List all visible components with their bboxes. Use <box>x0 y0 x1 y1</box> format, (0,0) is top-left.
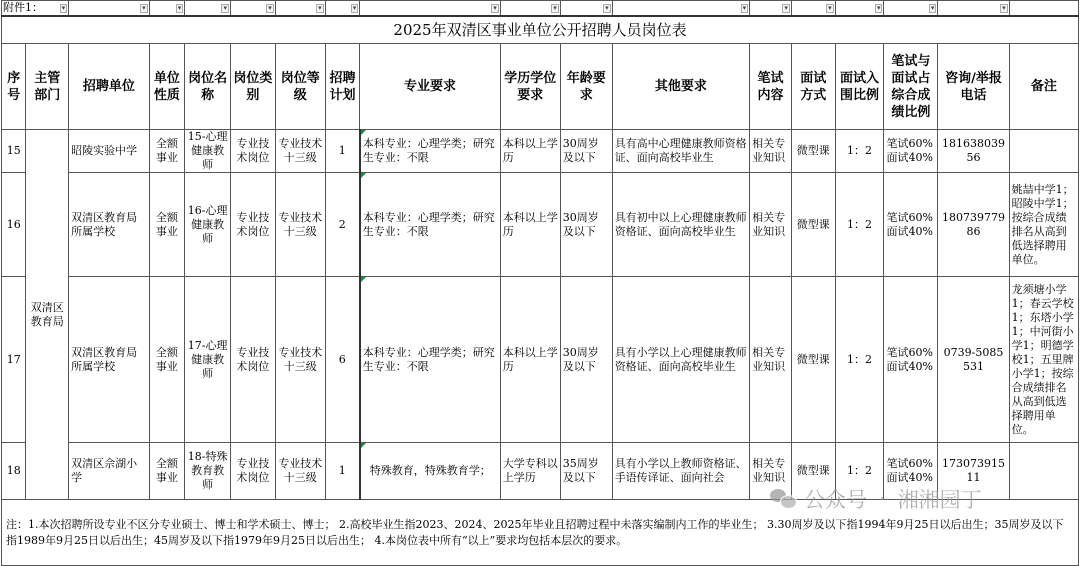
watermark-brand: 公众号 <box>804 488 867 512</box>
cell-major: 本科专业：心理学类；研究生专业：不限 <box>360 277 500 443</box>
cell-ratio: 1：2 <box>835 130 884 173</box>
cell-plan: 1 <box>325 443 360 500</box>
header-major: 专业要求 <box>360 44 500 130</box>
filter-cell[interactable] <box>938 1 1009 17</box>
attachment-label: 附件1： <box>3 1 43 14</box>
cell-phone: 17307391511 <box>938 443 1009 500</box>
header-score-ratio: 笔试与面试占综合成绩比例 <box>884 44 938 130</box>
cell-phone: 18163803956 <box>938 130 1009 173</box>
cell-remark: 姚喆中学1；昭陵中学1；按综合成绩排名从高到低选择聘用单位。 <box>1009 173 1078 277</box>
header-dept: 主管部门 <box>26 44 69 130</box>
filter-cell[interactable] <box>231 1 276 17</box>
cell-education: 本科以上学历 <box>500 277 560 443</box>
cell-plan: 6 <box>325 277 360 443</box>
filter-cell[interactable] <box>69 1 149 17</box>
filter-dropdown-icon[interactable]: ▾ <box>553 4 557 12</box>
table-row <box>2 277 1079 443</box>
filter-dropdown-icon[interactable]: ▾ <box>876 4 881 12</box>
filter-dropdown-icon[interactable]: ▾ <box>930 4 935 12</box>
cell-unit-type: 全额事业 <box>149 130 185 173</box>
header-post-name: 岗位名称 <box>185 44 231 130</box>
cell-ratio: 1：2 <box>835 277 884 443</box>
cell-seq: 16 <box>2 173 26 277</box>
filter-cell[interactable] <box>185 1 231 17</box>
cell-phone: 0739-5085531 <box>938 277 1009 443</box>
filter-cell[interactable] <box>560 1 612 17</box>
filter-cell[interactable] <box>835 1 884 17</box>
filter-dropdown-icon[interactable]: ▾ <box>223 4 227 12</box>
cell-major: 本科专业：心理学类；研究生专业：不限 <box>360 173 500 277</box>
cell-unit-type: 全额事业 <box>149 173 185 277</box>
cell-interview: 微型课 <box>791 277 835 443</box>
cell-age: 30周岁及以下 <box>560 277 612 443</box>
filter-cell[interactable] <box>500 1 560 17</box>
filter-dropdown-icon[interactable]: ▾ <box>1002 4 1006 12</box>
cell-other: 具有小学以上教师资格证、手语传译证、面向社会 <box>612 443 749 500</box>
cell-post-level: 专业技术十三级 <box>275 277 325 443</box>
cell-post-level: 专业技术十三级 <box>275 173 325 277</box>
job-table <box>1 0 1079 566</box>
cell-post-level: 专业技术十三级 <box>275 130 325 173</box>
cell-exam: 相关专业知识 <box>750 277 792 443</box>
cell-unit-type: 全额事业 <box>149 277 185 443</box>
table-row <box>2 173 1079 277</box>
filter-cell[interactable] <box>275 1 325 17</box>
cell-remark: 龙须塘小学1；春云学校1；东塔小学1；中河街小学1；明德学校1；五里牌小学1；按综合成绩排名从高到低选择聘用单位。 <box>1009 277 1078 443</box>
cell-plan: 2 <box>325 173 360 277</box>
filter-row <box>2 1 1079 17</box>
filter-cell[interactable] <box>750 1 792 17</box>
header-age: 年龄要求 <box>560 44 612 130</box>
filter-dropdown-icon[interactable]: ▾ <box>61 4 66 12</box>
filter-dropdown-icon[interactable]: ▾ <box>142 4 146 12</box>
cell-ratio: 1：2 <box>835 443 884 500</box>
table-row <box>2 443 1079 500</box>
cell-phone: 18073977986 <box>938 173 1009 277</box>
cell-other: 具有小学以上心理健康教师资格证、面向高校毕业生 <box>612 277 749 443</box>
cell-score-ratio: 笔试60%面试40% <box>884 443 938 500</box>
filter-dropdown-icon[interactable]: ▾ <box>352 4 357 12</box>
filter-dropdown-icon[interactable]: ▾ <box>605 4 609 12</box>
cell-post-name: 15-心理健康教师 <box>185 130 231 173</box>
filter-dropdown-icon[interactable]: ▾ <box>784 4 788 12</box>
cell-age: 30周岁及以下 <box>560 173 612 277</box>
cell-unit: 昭陵实验中学 <box>69 130 149 173</box>
watermark-separator: · <box>879 487 886 511</box>
filter-dropdown-icon[interactable]: ▾ <box>742 4 747 12</box>
header-other: 其他要求 <box>612 44 749 130</box>
cell-post-name: 17-心理健康教师 <box>185 277 231 443</box>
watermark-name: 湘湘园丁 <box>897 488 982 512</box>
table-title: 2025年双清区事业单位公开招聘人员岗位表 <box>2 16 1079 44</box>
cell-remark <box>1009 443 1078 500</box>
filter-cell[interactable] <box>360 1 500 17</box>
filter-dropdown-icon[interactable]: ▾ <box>318 4 322 12</box>
cell-post-category: 专业技术岗位 <box>231 443 276 500</box>
header-unit-type: 单位性质 <box>149 44 185 130</box>
footnote: 注：1.本次招聘所设专业不区分专业硕士、博士和学术硕士、博士； 2.高校毕业生指2023、2024、2025年毕业且招聘过程中未落实编制内工作的毕业生； 3.30周岁及以下指1994年9月25日以后出生；35周岁及以下指1989年9月25日以后出生；45周岁及以下指1979年9月25日以后出生； 4.本岗位表中所有“以上”要求均包括本层次的要求。 <box>2 500 1079 566</box>
cell-age: 35周岁及以下 <box>560 443 612 500</box>
cell-interview: 微型课 <box>791 173 835 277</box>
filter-cell[interactable] <box>1009 1 1078 17</box>
header-seq: 序号 <box>2 44 26 130</box>
header-phone: 咨询/举报电话 <box>938 44 1009 130</box>
cell-education: 本科以上学历 <box>500 173 560 277</box>
cell-unit: 双清区佘湖小学 <box>69 443 149 500</box>
cell-score-ratio: 笔试60%面试40% <box>884 130 938 173</box>
cell-major: 特殊教育，特殊教育学； <box>360 443 500 500</box>
filter-dropdown-icon[interactable]: ▾ <box>177 4 182 12</box>
header-interview: 面试方式 <box>791 44 835 130</box>
header-post-category: 岗位类别 <box>231 44 276 130</box>
filter-dropdown-icon[interactable]: ▾ <box>493 4 497 12</box>
header-ratio: 面试入围比例 <box>835 44 884 130</box>
filter-cell[interactable] <box>791 1 835 17</box>
cell-seq: 18 <box>2 443 26 500</box>
header-exam: 笔试内容 <box>750 44 792 130</box>
cell-major: 本科专业：心理学类；研究生专业：不限 <box>360 130 500 173</box>
cell-age: 30周岁及以下 <box>560 130 612 173</box>
filter-cell[interactable] <box>149 1 185 17</box>
cell-exam: 相关专业知识 <box>750 130 792 173</box>
cell-remark <box>1009 130 1078 173</box>
cell-interview: 微型课 <box>791 443 835 500</box>
cell-education: 本科以上学历 <box>500 130 560 173</box>
filter-cell[interactable] <box>884 1 938 17</box>
cell-exam: 相关专业知识 <box>750 443 792 500</box>
cell-post-category: 专业技术岗位 <box>231 173 276 277</box>
filter-dropdown-icon[interactable]: ▾ <box>828 4 832 12</box>
cell-exam: 相关专业知识 <box>750 173 792 277</box>
cell-score-ratio: 笔试60%面试40% <box>884 277 938 443</box>
filter-dropdown-icon[interactable]: ▾ <box>268 4 272 12</box>
cell-post-category: 专业技术岗位 <box>231 277 276 443</box>
cell-post-level: 专业技术十三级 <box>275 443 325 500</box>
cell-seq: 17 <box>2 277 26 443</box>
cell-seq: 15 <box>2 130 26 173</box>
cell-unit-type: 全额事业 <box>149 443 185 500</box>
cell-plan: 1 <box>325 130 360 173</box>
cell-interview: 微型课 <box>791 130 835 173</box>
cell-other: 具有高中心理健康教师资格证、面向高校毕业生 <box>612 130 749 173</box>
cell-score-ratio: 笔试60%面试40% <box>884 173 938 277</box>
header-row <box>2 44 1079 130</box>
cell-other: 具有初中以上心理健康教师资格证、面向高校毕业生 <box>612 173 749 277</box>
cell-post-category: 专业技术岗位 <box>231 130 276 173</box>
cell-education: 大学专科以上学历 <box>500 443 560 500</box>
cell-unit: 双清区教育局所属学校 <box>69 277 149 443</box>
cell-post-name: 16-心理健康教师 <box>185 173 231 277</box>
header-post-level: 岗位等级 <box>275 44 325 130</box>
table-row <box>2 130 1079 173</box>
header-education: 学历学位要求 <box>500 44 560 130</box>
cell-post-name: 18-特殊教育教师 <box>185 443 231 500</box>
header-remark: 备注 <box>1009 44 1078 130</box>
attachment-cell[interactable] <box>2 1 69 17</box>
filter-cell[interactable] <box>325 1 360 17</box>
header-plan: 招聘计划 <box>325 44 360 130</box>
cell-unit: 双清区教育局所属学校 <box>69 173 149 277</box>
filter-cell[interactable] <box>612 1 749 17</box>
cell-dept: 双清区教育局 <box>26 130 69 500</box>
cell-ratio: 1：2 <box>835 173 884 277</box>
header-unit: 招聘单位 <box>69 44 149 130</box>
